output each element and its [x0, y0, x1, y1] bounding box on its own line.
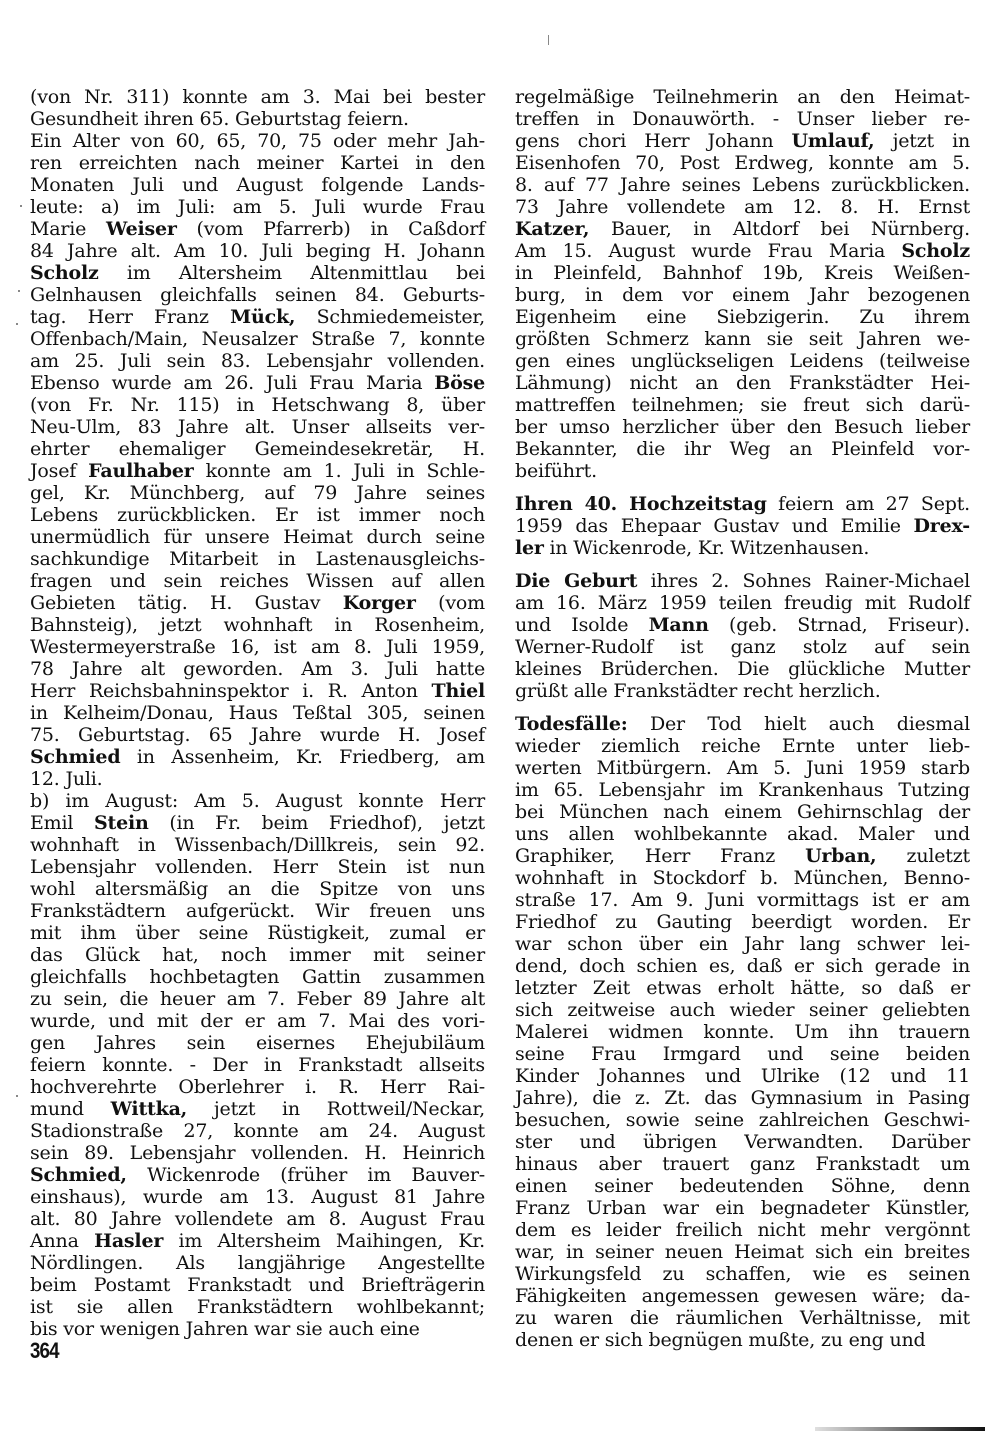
text-line: wohl altersmäßig an die Spitze von uns [30, 878, 485, 900]
text-line: b) im August: Am 5. August konnte Herr [30, 790, 485, 812]
bold-name: Ihren 40. Hochzeitstag [515, 493, 767, 515]
bold-name: Mann [648, 614, 709, 636]
page-number: 364 [30, 1338, 59, 1363]
text-line: Offenbach/Main, Neusalzer Straße 7, konnte [30, 328, 485, 350]
text-line: 73 Jahre vollendete am 12. 8. H. Ernst [515, 196, 970, 218]
text-line: ehrter ehemaliger Gemeindesekretär, H. [30, 438, 485, 460]
text-line: sein 89. Lebensjahr vollenden. H. Heinrich [30, 1142, 485, 1164]
scan-speck [20, 205, 22, 207]
scan-edge-artifact [815, 1427, 985, 1431]
text-line: ber umso herzlicher über den Besuch lieber [515, 416, 970, 438]
text-line: Schmied in Assenheim, Kr. Friedberg, am [30, 746, 485, 768]
text-line: Am 15. August wurde Frau Maria Scholz [515, 240, 970, 262]
bold-name: Böse [434, 372, 485, 394]
text-line: wohnhaft in Wissenbach/Dillkreis, sein 92. [30, 834, 485, 856]
text-line: dem es leider freilich nicht mehr vergönnt [515, 1219, 970, 1241]
text-line: regelmäßige Teilnehmerin an den Heimat- [515, 86, 970, 108]
paragraph [30, 790, 485, 1340]
text-line: uns allen wohlbekannte akad. Maler und [515, 823, 970, 845]
scan-speck [16, 1095, 18, 1097]
paragraph [30, 86, 485, 130]
text-line: mund Wittka, jetzt in Rottweil/Neckar, [30, 1098, 485, 1120]
bold-name: Weiser [106, 218, 177, 240]
text-line: und Isolde Mann (geb. Strnad, Friseur). [515, 614, 970, 636]
text-line: besuchen, sowie seine zahlreichen Geschwi- [515, 1109, 970, 1131]
text-line: am 16. März 1959 teilen freudig mit Rudolf [515, 592, 970, 614]
paragraph [515, 713, 970, 1351]
bold-name: Schmied, [30, 1164, 127, 1186]
text-line: Gesundheit ihren 65. Geburtstag feiern. [30, 108, 409, 130]
text-line: grüßt alle Frankstädter recht herzlich. [515, 680, 881, 702]
text-line: Scholz im Altersheim Altenmittlau bei [30, 262, 485, 284]
text-line: ler in Wickenrode, Kr. Witzenhausen. [515, 537, 870, 559]
text-line: im 65. Lebensjahr im Krankenhaus Tutzing [515, 779, 970, 801]
right-text-column [515, 86, 970, 1351]
text-line: ster und übrigen Verwandten. Darüber [515, 1131, 970, 1153]
bold-name: Wittka, [110, 1098, 188, 1120]
text-line: Fähigkeiten angemessen gewesen wäre; da- [515, 1285, 970, 1307]
text-line: Gebieten tätig. H. Gustav Korger (vom [30, 592, 485, 614]
text-line: unermüdlich für unsere Heimat durch seine [30, 526, 485, 548]
text-line: Monaten Juli und August folgende Lands- [30, 174, 485, 196]
scan-speck [16, 323, 18, 325]
bold-name: Faulhaber [88, 460, 194, 482]
text-line: Franz Urban war ein begnadeter Künstler, [515, 1197, 970, 1219]
text-line: straße 17. Am 9. Juni vormittags ist er am [515, 889, 970, 911]
text-line: Lebens zurückblicken. Er ist immer noch [30, 504, 485, 526]
text-line: größten Schmerz kann sie seit Jahren we- [515, 328, 970, 350]
bold-name: Hasler [94, 1230, 164, 1252]
bold-name: Thiel [431, 680, 485, 702]
text-line: (von Fr. Nr. 115) in Hetschwang 8, über [30, 394, 485, 416]
text-line: Lebensjahr vollenden. Herr Stein ist nun [30, 856, 485, 878]
text-line: Emil Stein (in Fr. beim Friedhof), jetzt [30, 812, 485, 834]
paragraph [515, 86, 970, 482]
text-line: Neu-Ulm, 83 Jahre alt. Unser allseits ver- [30, 416, 485, 438]
bold-name: ler [515, 537, 544, 559]
text-line: 12. Juli. [30, 768, 103, 790]
text-line: beim Postamt Frankstadt und Briefträgerin [30, 1274, 485, 1296]
text-line: wurde, und mit der er am 7. Mai des vori- [30, 1010, 485, 1032]
text-line: gel, Kr. Münchberg, auf 79 Jahre seines [30, 482, 485, 504]
text-line: Friedhof zu Gauting beerdigt worden. Er [515, 911, 970, 933]
text-line: gen eines unglückseligen Leidens (teilweise [515, 350, 970, 372]
text-line: hinaus aber trauert ganz Frankstadt um [515, 1153, 970, 1175]
bold-name: Stein [93, 812, 149, 834]
text-line: Bahnsteig), jetzt wohnhaft in Rosenheim, [30, 614, 485, 636]
text-line: 84 Jahre alt. Am 10. Juli beging H. Johann [30, 240, 485, 262]
text-line: (von Nr. 311) konnte am 3. Mai bei bester [30, 86, 485, 108]
text-line: letzter Zeit etwas erholt hätte, so daß er [515, 977, 970, 999]
text-line: einen seiner bedeutenden Söhne, denn [515, 1175, 970, 1197]
text-line: Wirkungsfeld zu schaffen, wie es seinen [515, 1263, 970, 1285]
text-line: Katzer, Bauer, in Altdorf bei Nürnberg. [515, 218, 970, 240]
bold-name: Schmied [30, 746, 121, 768]
text-line: mattreffen teilnehmen; sie freut sich darü- [515, 394, 970, 416]
text-line: bis vor wenigen Jahren war sie auch eine [30, 1318, 420, 1340]
text-line: fragen und sein reiches Wissen auf allen [30, 570, 485, 592]
bold-name: Scholz [30, 262, 99, 284]
text-line: Schmied, Wickenrode (früher im Bauver- [30, 1164, 485, 1186]
text-line: 1959 das Ehepaar Gustav und Emilie Drex- [515, 515, 970, 537]
text-line: Frankstädtern aufgerückt. Wir freuen uns [30, 900, 485, 922]
text-line: zu sein, die heuer am 7. Feber 89 Jahre alt [30, 988, 485, 1010]
bold-name: Todesfälle: [515, 713, 628, 735]
text-line: gens chori Herr Johann Umlauf, jetzt in [515, 130, 970, 152]
text-line: Werner-Rudolf ist ganz stolz auf sein [515, 636, 970, 658]
text-line: feiern konnte. - Der in Frankstadt allseits [30, 1054, 485, 1076]
text-line: gen Jahres sein eisernes Ehejubiläum [30, 1032, 485, 1054]
text-line: tag. Herr Franz Mück, Schmiedemeister, [30, 306, 486, 328]
text-line: mit ihm über seine Rüstigkeit, zumal er [30, 922, 485, 944]
scan-speck [548, 35, 549, 45]
bold-name: Korger [342, 592, 416, 614]
text-line: alt. 80 Jahre vollendete am 8. August Frau [30, 1208, 485, 1230]
text-line: denen er sich begnügen mußte, zu eng und [515, 1329, 926, 1351]
text-line: dend, doch schien es, daß er sich gerade in [515, 955, 970, 977]
left-text-column [30, 86, 485, 1340]
text-line: seine Frau Irmgard und seine beiden [515, 1043, 970, 1065]
text-line: gleichfalls hochbetagten Gattin zusammen [30, 966, 485, 988]
paragraph-gap [515, 482, 970, 493]
text-line: Anna Hasler im Altersheim Maihingen, Kr. [30, 1230, 485, 1252]
text-line: Eisenhofen 70, Post Erdweg, konnte am 5. [515, 152, 970, 174]
text-line: 75. Geburtstag. 65 Jahre wurde H. Josef [30, 724, 485, 746]
bold-name: Die Geburt [515, 570, 638, 592]
text-line: in Kelheim/Donau, Haus Teßtal 305, seinen [30, 702, 485, 724]
text-line: einshaus), wurde am 13. August 81 Jahre [30, 1186, 485, 1208]
scan-speck [18, 290, 20, 292]
text-line: sich zeitweise auch wieder seiner geliebten [515, 999, 970, 1021]
bold-name: Katzer, [515, 218, 590, 240]
text-line: Nördlingen. Als langjährige Angestellte [30, 1252, 485, 1274]
text-line: Bekannter, die ihr Weg an Pleinfeld vor- [515, 438, 970, 460]
text-line: Graphiker, Herr Franz Urban, zuletzt [515, 845, 970, 867]
text-line: Herr Reichsbahninspektor i. R. Anton Thiel [30, 680, 485, 702]
text-line: Josef Faulhaber konnte am 1. Juli in Schle- [30, 460, 485, 482]
text-line: Malerei widmen konnte. Um ihn trauern [515, 1021, 970, 1043]
text-line: Stadionstraße 27, konnte am 24. August [30, 1120, 485, 1142]
text-line: ren erreichten nach meiner Kartei in den [30, 152, 485, 174]
text-line: Die Geburt ihres 2. Sohnes Rainer-Michael [515, 570, 970, 592]
text-line: hochverehrte Oberlehrer i. R. Herr Rai- [30, 1076, 485, 1098]
text-line: wohnhaft in Stockdorf b. München, Benno- [515, 867, 970, 889]
text-line: 8. auf 77 Jahre seines Lebens zurückblicken. [515, 174, 970, 196]
text-line: Kinder Johannes und Ulrike (12 und 11 [515, 1065, 970, 1087]
paragraph [30, 130, 485, 790]
bold-name: Scholz [901, 240, 970, 262]
paragraph-gap [515, 559, 970, 570]
text-line: Todesfälle: Der Tod hielt auch diesmal [515, 713, 970, 735]
text-line: Ebenso wurde am 26. Juli Frau Maria Böse [30, 372, 485, 394]
text-line: zu waren die räumlichen Verhältnisse, mit [515, 1307, 970, 1329]
bold-name: Drex- [913, 515, 970, 537]
text-line: 78 Jahre alt geworden. Am 3. Juli hatte [30, 658, 485, 680]
text-line: Lähmung) nicht an den Frankstädter Hei- [515, 372, 970, 394]
text-line: das Glück hat, noch immer mit seiner [30, 944, 485, 966]
text-line: war, in seiner neuen Heimat sich ein breites [515, 1241, 970, 1263]
paragraph [515, 493, 970, 559]
text-line: Marie Weiser (vom Pfarrerb) in Caßdorf [30, 218, 486, 240]
text-line: werten Mitbürgern. Am 5. Juni 1959 starb [515, 757, 970, 779]
text-line: Ihren 40. Hochzeitstag feiern am 27 Sept. [515, 493, 970, 515]
bold-name: Umlauf, [791, 130, 875, 152]
text-line: Jahre), die z. Zt. das Gymnasium in Pasing [515, 1087, 970, 1109]
text-line: sachkundige Mitarbeit in Lastenausgleichs- [30, 548, 485, 570]
text-line: Eigenheim eine Siebzigerin. Zu ihrem [515, 306, 970, 328]
text-line: burg, in dem vor einem Jahr bezogenen [515, 284, 970, 306]
text-line: Westermeyerstraße 16, ist am 8. Juli 1959, [30, 636, 485, 658]
text-line: beiführt. [515, 460, 597, 482]
text-line: Gelnhausen gleichfalls seinen 84. Geburts- [30, 284, 485, 306]
bold-name: Mück, [230, 306, 296, 328]
text-line: Ein Alter von 60, 65, 70, 75 oder mehr Jah- [30, 130, 485, 152]
paragraph-gap [515, 702, 970, 713]
text-line: bei München nach einem Gehirnschlag der [515, 801, 970, 823]
text-line: leute: a) im Juli: am 5. Juli wurde Frau [30, 196, 485, 218]
text-line: kleines Brüderchen. Die glückliche Mutter [515, 658, 970, 680]
text-line: war schon über ein Jahr lang schwer lei- [515, 933, 970, 955]
bold-name: Urban, [805, 845, 877, 867]
text-line: am 25. Juli sein 83. Lebensjahr vollenden. [30, 350, 485, 372]
text-line: wieder ziemlich reiche Ernte unter lieb- [515, 735, 970, 757]
text-line: ist sie allen Frankstädtern wohlbekannt; [30, 1296, 485, 1318]
text-line: treffen in Donauwörth. - Unser lieber re- [515, 108, 970, 130]
text-line: in Pleinfeld, Bahnhof 19b, Kreis Weißen- [515, 262, 970, 284]
paragraph [515, 570, 970, 702]
